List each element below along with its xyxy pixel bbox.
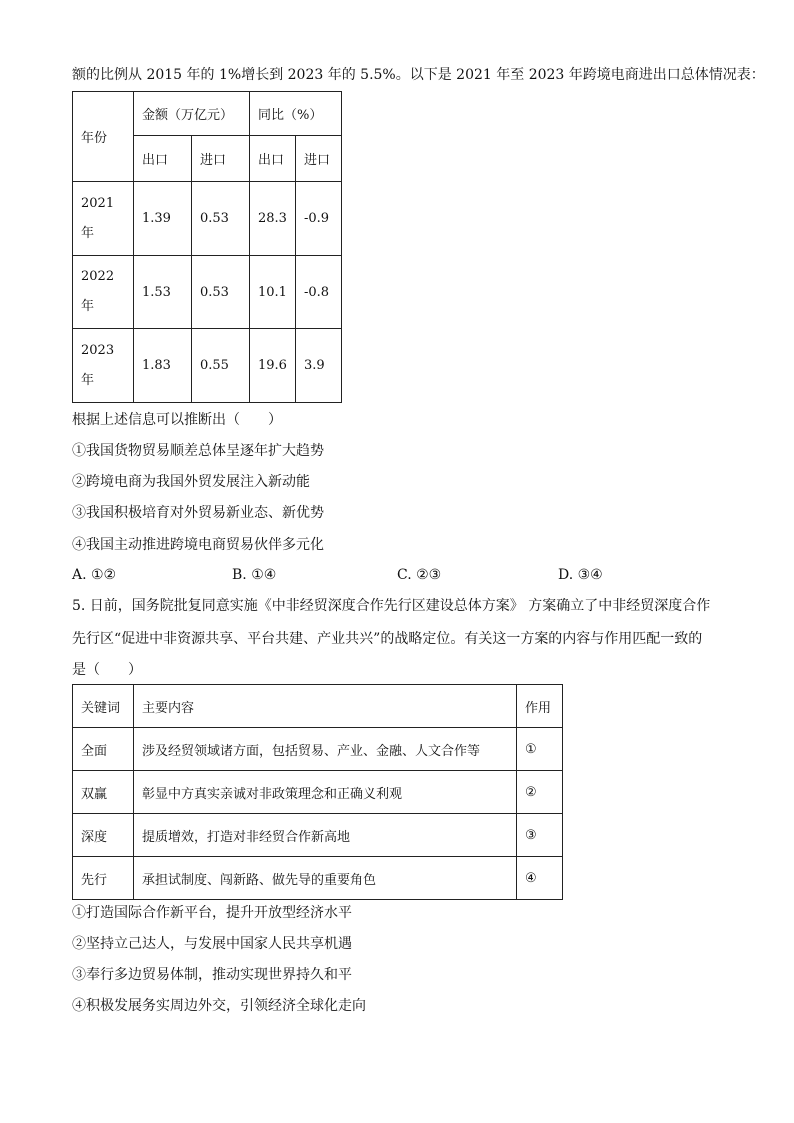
q5-stem-line2: 先行区“促进中非资源共享、平台共建、产业共兴”的战略定位。有关这一方案的内容与作用匹配一致的 bbox=[72, 631, 703, 647]
q5-stem-line3: 是（ ） bbox=[72, 662, 142, 678]
table-row bbox=[73, 728, 563, 771]
keyword-cell: 双赢 bbox=[73, 771, 134, 814]
header-amount: 金额（万亿元） bbox=[134, 92, 250, 136]
q4-option-a: A. ①② bbox=[72, 567, 117, 583]
value-cell: -0.8 bbox=[296, 256, 342, 329]
value-cell: 19.6 bbox=[250, 329, 296, 403]
value-cell: 1.39 bbox=[134, 182, 192, 256]
q5-stem-line1: 5. 日前，国务院批复同意实施《中非经贸深度合作先行区建设总体方案》 方案确立了中非经贸深度合作 bbox=[72, 598, 711, 614]
intro-text: 额的比例从 2015 年的 1%增长到 2023 年的 5.5%。以下是 2021 年至 2023 年跨境电商进出口总体情况表： bbox=[72, 67, 765, 83]
table-row bbox=[73, 256, 342, 329]
subheader-import-yoy: 进口 bbox=[296, 136, 342, 182]
q4-option-b: B. ①④ bbox=[232, 567, 277, 583]
header-yoy: 同比（%） bbox=[250, 92, 342, 136]
q4-statement: ①我国货物贸易顺差总体呈逐年扩大趋势 bbox=[72, 443, 324, 459]
value-cell: 1.83 bbox=[134, 329, 192, 403]
cross-border-ecommerce-table bbox=[72, 91, 342, 403]
q4-option-c: C. ②③ bbox=[397, 567, 442, 583]
subheader-import-amount: 进口 bbox=[192, 136, 250, 182]
value-cell: 10.1 bbox=[250, 256, 296, 329]
value-cell: 28.3 bbox=[250, 182, 296, 256]
value-cell: -0.9 bbox=[296, 182, 342, 256]
keyword-cell: 先行 bbox=[73, 857, 134, 900]
value-cell: 3.9 bbox=[296, 329, 342, 403]
table-row bbox=[73, 182, 342, 256]
year-cell: 2023 年 bbox=[73, 329, 134, 403]
year-cell: 2021 年 bbox=[73, 182, 134, 256]
role-cell: ④ bbox=[517, 857, 563, 900]
table-header-row bbox=[73, 685, 563, 728]
header-content: 主要内容 bbox=[134, 685, 517, 728]
subheader-export-yoy: 出口 bbox=[250, 136, 296, 182]
value-cell: 0.55 bbox=[192, 329, 250, 403]
q5-statement: ①打造国际合作新平台，提升开放型经济水平 bbox=[72, 905, 352, 921]
role-cell: ③ bbox=[517, 814, 563, 857]
content-cell: 承担试制度、闯新路、做先导的重要角色 bbox=[134, 857, 517, 900]
plan-content-table bbox=[72, 684, 563, 900]
table-row bbox=[73, 814, 563, 857]
q4-stem: 根据上述信息可以推断出（ ） bbox=[72, 412, 282, 428]
value-cell: 1.53 bbox=[134, 256, 192, 329]
header-role: 作用 bbox=[517, 685, 563, 728]
q5-statement: ②坚持立己达人，与发展中国家人民共享机遇 bbox=[72, 936, 352, 952]
q4-statement: ④我国主动推进跨境电商贸易伙伴多元化 bbox=[72, 537, 324, 553]
table-row bbox=[73, 329, 342, 403]
content-cell: 涉及经贸领域诸方面，包括贸易、产业、金融、人文合作等 bbox=[134, 728, 517, 771]
keyword-cell: 深度 bbox=[73, 814, 134, 857]
content-cell: 提质增效，打造对非经贸合作新高地 bbox=[134, 814, 517, 857]
value-cell: 0.53 bbox=[192, 256, 250, 329]
q4-statement: ②跨境电商为我国外贸发展注入新动能 bbox=[72, 474, 310, 490]
role-cell: ② bbox=[517, 771, 563, 814]
keyword-cell: 全面 bbox=[73, 728, 134, 771]
q4-statement: ③我国积极培育对外贸易新业态、新优势 bbox=[72, 505, 324, 521]
header-year: 年份 bbox=[73, 92, 134, 182]
header-keyword: 关键词 bbox=[73, 685, 134, 728]
table-row bbox=[73, 771, 563, 814]
q5-statement: ③奉行多边贸易体制，推动实现世界持久和平 bbox=[72, 967, 352, 983]
subheader-export-amount: 出口 bbox=[134, 136, 192, 182]
q5-statement: ④积极发展务实周边外交，引领经济全球化走向 bbox=[72, 998, 366, 1014]
content-cell: 彰显中方真实亲诚对非政策理念和正确义利观 bbox=[134, 771, 517, 814]
value-cell: 0.53 bbox=[192, 182, 250, 256]
year-cell: 2022 年 bbox=[73, 256, 134, 329]
role-cell: ① bbox=[517, 728, 563, 771]
table-row bbox=[73, 857, 563, 900]
q4-option-d: D. ③④ bbox=[558, 567, 603, 583]
